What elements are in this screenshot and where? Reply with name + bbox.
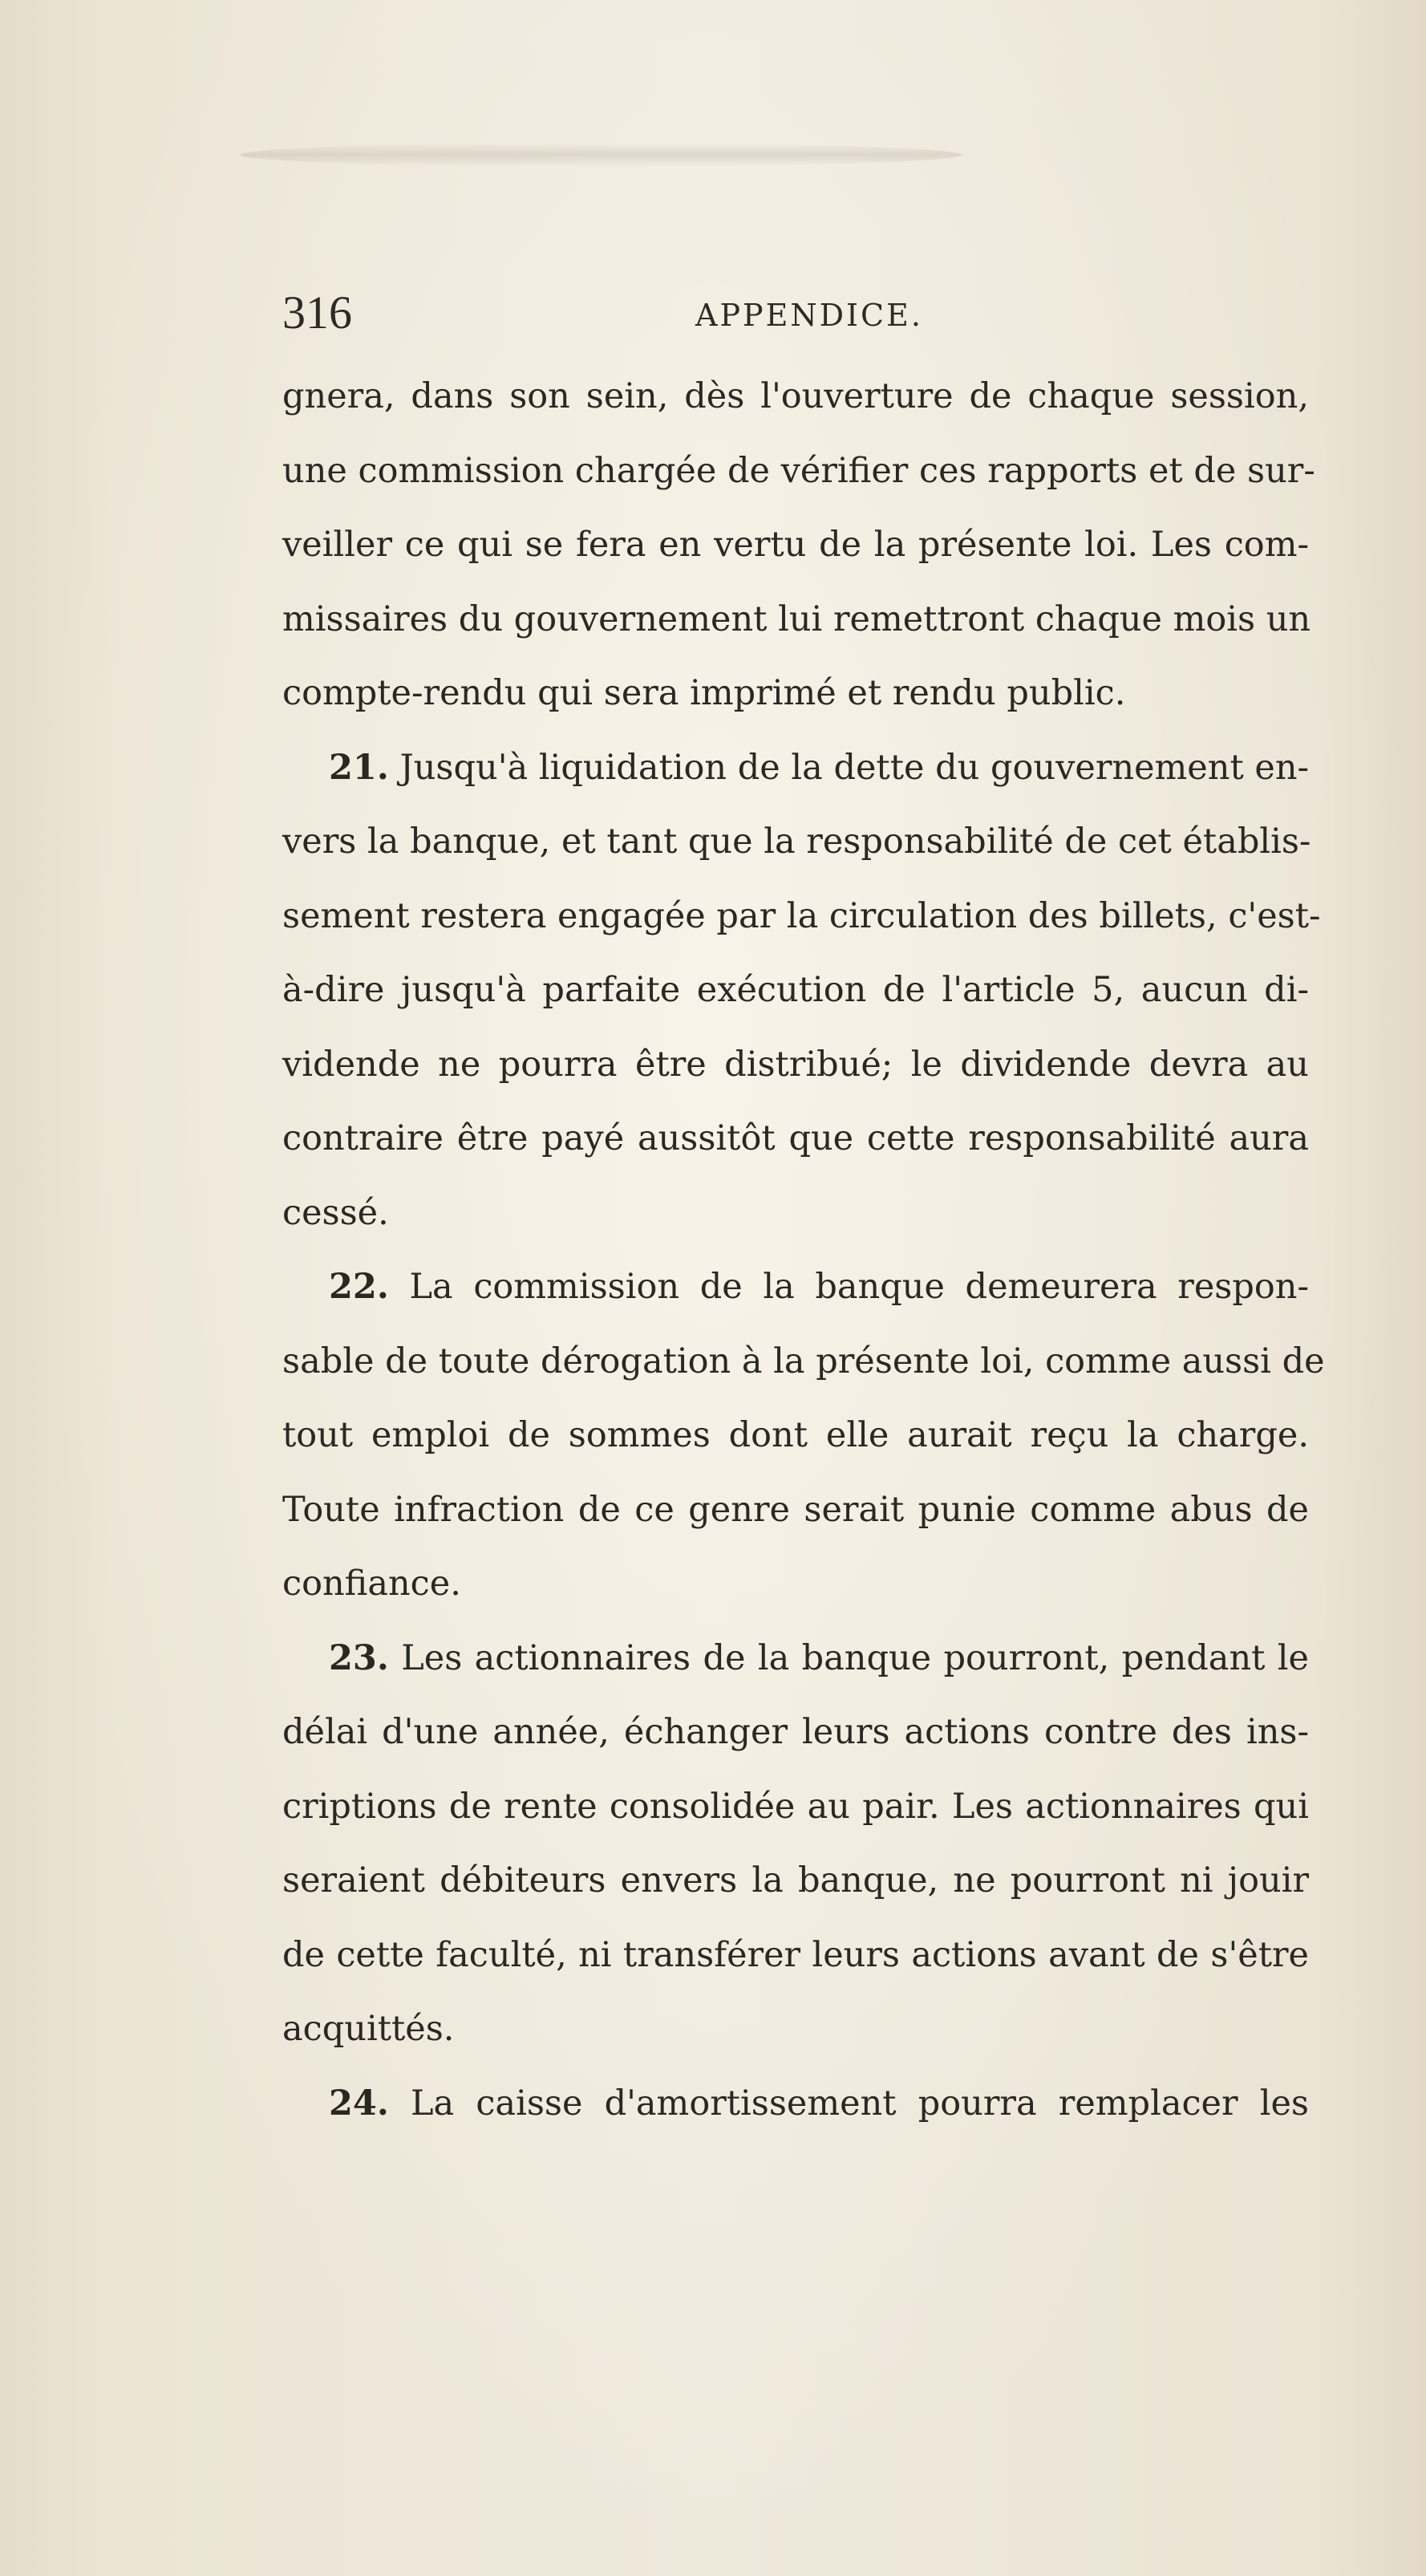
text-line: sable de toute dérogation à la présente loi, comme aussi de xyxy=(282,1341,1325,1381)
text-line: tout emploi de sommes dont elle aurait reçu la charge. xyxy=(282,1415,1309,1455)
text-line: criptions de rente consolidée au pair. Les actionnaires qui xyxy=(282,1786,1309,1827)
text-line: cessé. xyxy=(282,1192,389,1233)
text-line: Toute infraction de ce genre serait punie comme abus de xyxy=(282,1489,1309,1530)
article-number: 21. xyxy=(329,747,389,788)
article-23-first-line: 23. Les actionnaires de la banque pourront, pendant le xyxy=(329,1637,1309,1678)
text-line: de cette faculté, ni transférer leurs actions avant de s'être xyxy=(282,1934,1309,1975)
article-22-first-line: 22. La commission de la banque demeurera respon- xyxy=(329,1267,1309,1307)
text-line: gnera, dans son sein, dès l'ouverture de chaque session, xyxy=(282,376,1309,416)
text-line: délai d'une année, échanger leurs actions contre des ins- xyxy=(282,1712,1309,1752)
running-title: APPENDICE. xyxy=(695,298,923,333)
text-line: missaires du gouvernement lui remettront chaque mois un xyxy=(282,598,1311,639)
text-line: une commission chargée de vérifier ces rapports et de sur- xyxy=(282,450,1315,491)
text-line: contraire être payé aussitôt que cette responsabilité aura xyxy=(282,1118,1309,1158)
article-number: 24. xyxy=(329,2083,389,2124)
text-line: compte-rendu qui sera imprimé et rendu public. xyxy=(282,673,1126,713)
article-21-first-line: 21. Jusqu'à liquidation de la dette du gouvernement en- xyxy=(329,747,1310,788)
text-line: vidende ne pourra être distribué; le dividende devra au xyxy=(282,1044,1309,1085)
body-text xyxy=(282,359,1325,2140)
text-line: à-dire jusqu'à parfaite exécution de l'article 5, aucun di- xyxy=(282,970,1309,1010)
article-number: 23. xyxy=(329,1637,389,1678)
text-line: vers la banque, et tant que la responsabilité de cet établis- xyxy=(282,821,1311,862)
text-line: veiller ce qui se fera en vertu de la présente loi. Les com- xyxy=(282,525,1309,565)
text-line: confiance. xyxy=(282,1564,461,1604)
text-line: seraient débiteurs envers la banque, ne pourront ni jouir xyxy=(282,1860,1309,1901)
running-head xyxy=(282,281,1309,345)
article-number: 22. xyxy=(329,1267,389,1307)
page-number: 316 xyxy=(282,286,352,339)
text-line: sement restera engagée par la circulation des billets, c'est- xyxy=(282,895,1321,936)
text-line: acquittés. xyxy=(282,2009,455,2049)
article-24-first-line: 24. La caisse d'amortissement pourra remplacer les xyxy=(329,2083,1309,2124)
page-fold-shadow xyxy=(241,143,962,167)
